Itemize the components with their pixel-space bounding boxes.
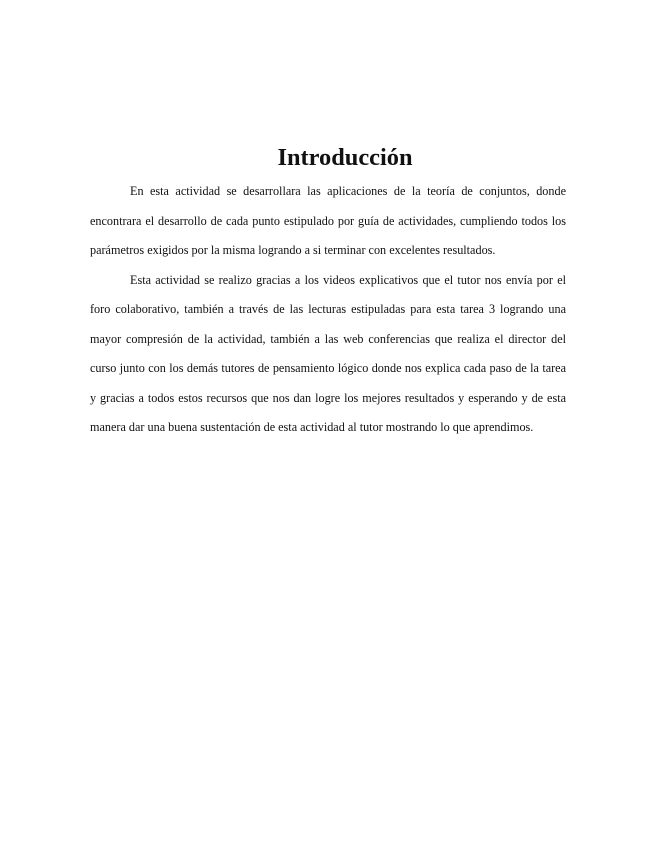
paragraph-resources: Esta actividad se realizo gracias a los videos explicativos que el tutor nos envía por el foro colaborativo, también a través de las lecturas estipuladas para esta tarea 3 logrando una mayor compresión de la actividad, también a las web conferencias que realiza el director del curso junto con los demás tutores de pensamiento lógico donde nos explica cada paso de la tarea y gracias a todos estos recursos que nos dan logre los mejores resultados y esperando y de esta manera dar una buena sustentación de esta actividad al tutor mostrando lo que aprendimos.	[90, 272, 566, 434]
paragraph-intro: En esta actividad se desarrollara las aplicaciones de la teoría de conjuntos, donde encontrara el desarrollo de cada punto estipulado por guía de actividades, cumpliendo todos los parámetros exigidos por la misma logrando a si terminar con excelentes resultados.	[90, 184, 566, 257]
document-body	[90, 144, 566, 443]
page-title: Introducción	[277, 144, 413, 171]
